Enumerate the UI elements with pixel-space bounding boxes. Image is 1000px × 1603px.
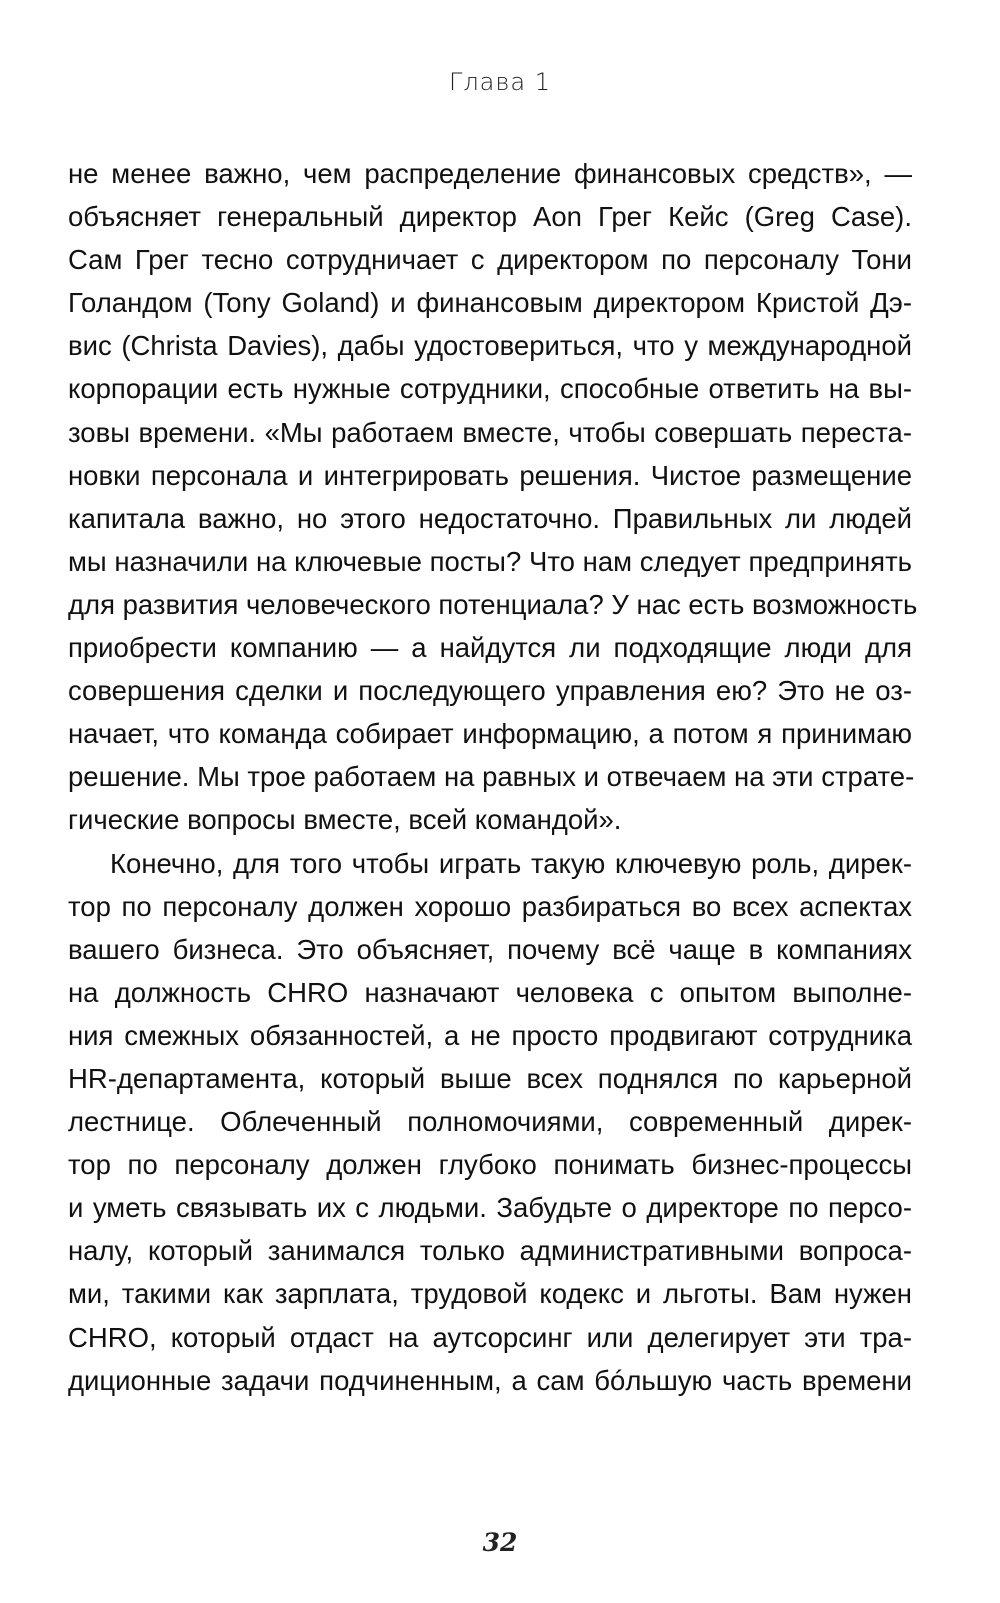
- body-text: [68, 152, 918, 1402]
- text-line: Сам Грег тесно сотрудничает с директором по персоналу Тони: [68, 244, 912, 276]
- text-line: решение. Мы трое работаем на равных и отвечаем на эти страте-: [68, 761, 915, 793]
- text-line: для развития человеческого потенциала? У нас есть возможность: [68, 588, 918, 620]
- text-line: не менее важно, чем распределение финансовых средств», —: [68, 158, 912, 189]
- text-line: HR-департамента, который выше всех поднялся по карьерной: [68, 1062, 912, 1094]
- text-line: на должность CHRO назначают человека с опытом выполне-: [68, 976, 912, 1008]
- text-line: тор по персоналу должен глубоко понимать бизнес-процессы: [68, 1149, 912, 1181]
- paragraph-1: [68, 152, 918, 842]
- text-line: CHRO, который отдаст на аутсорсинг или делегирует эти тра-: [68, 1321, 912, 1353]
- text-line: гические вопросы вместе, всей командой».: [68, 804, 622, 836]
- text-line: объясняет генеральный директор Aon Грег Кейс (Greg Case).: [68, 201, 912, 233]
- text-line: ния смежных обязанностей, а не просто продвигают сотрудника: [68, 1019, 912, 1051]
- text-line: диционные задачи подчиненным, а сам бóльшую часть времени: [68, 1364, 912, 1396]
- text-line: и уметь связывать их с людьми. Забудьте о директоре по персо-: [68, 1192, 912, 1224]
- text-line: ми, такими как зарплата, трудовой кодекс и льготы. Вам нужен: [68, 1278, 912, 1310]
- running-head: Глава 1: [448, 68, 552, 96]
- text-line: вис (Christa Davies), дабы удостовериться, что у международной: [68, 330, 912, 362]
- text-line: новки персонала и интегрировать решения. Чистое размещение: [68, 459, 912, 491]
- text-line: мы назначили на ключевые посты? Что нам следует предпринять: [68, 545, 912, 577]
- text-line: совершения сделки и последующего управления ею? Это не оз-: [68, 675, 912, 707]
- text-line: Конечно, для того чтобы играть такую ключевую роль, дирек-: [110, 847, 912, 879]
- text-line: налу, который занимался только административными вопроса-: [68, 1235, 912, 1267]
- text-line: Голандом (Tony Goland) и финансовым директором Кристой Дэ-: [68, 287, 912, 319]
- text-line: начает, что команда собирает информацию, а потом я принимаю: [68, 718, 912, 750]
- page-number: 32: [482, 1528, 518, 1557]
- text-line: приобрести компанию — а найдутся ли подходящие люди для: [68, 632, 912, 664]
- paragraph-2: [68, 842, 912, 1402]
- text-line: корпорации есть нужные сотрудники, способные ответить на вы-: [68, 373, 912, 405]
- text-line: зовы времени. «Мы работаем вместе, чтобы совершать переста-: [68, 416, 912, 448]
- text-line: тор по персоналу должен хорошо разбираться во всех аспектах: [68, 890, 912, 922]
- text-line: капитала важно, но этого недостаточно. Правильных ли людей: [68, 502, 912, 534]
- text-line: лестнице. Облеченный полномочиями, современный дирек-: [68, 1106, 912, 1138]
- text-line: вашего бизнеса. Это объясняет, почему всё чаще в компаниях: [68, 933, 912, 965]
